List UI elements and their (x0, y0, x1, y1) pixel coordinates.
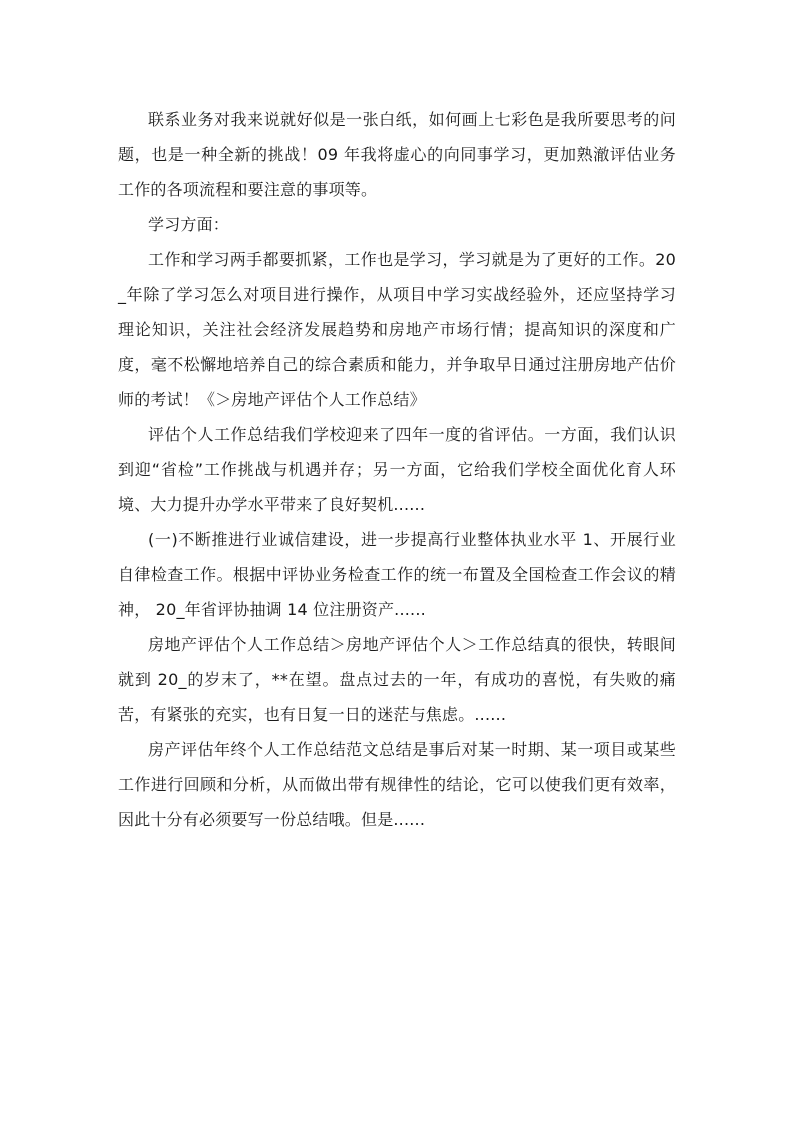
document-body (118, 102, 676, 837)
paragraph-summary-template: 房产评估年终个人工作总结范文总结是事后对某一时期、某一项目或某些工作进行回顾和分析，从而做出带有规律性的结论，它可以使我们更有效率，因此十分有必须要写一份总结哦。但是...... (118, 740, 676, 829)
paragraph-business-intro: 联系业务对我来说就好似是一张白纸，如何画上七彩色是我所要思考的问题，也是一种全新的挑战！09 年我将虚心的向同事学习，更加熟澈评估业务工作的各项流程和要注意的事项等。 (118, 110, 676, 199)
paragraph-school-evaluation: 评估个人工作总结我们学校迎来了四年一度的省评估。一方面，我们认识到迎“省检”工作挑战与机遇并存；另一方面，它给我们学校全面优化育人环境、大力提升办学水平带来了良好契机...... (118, 425, 676, 514)
paragraph-industry-integrity: (一)不断推进行业诚信建设，进一步提高行业整体执业水平 1、开展行业自律检查工作。根据中评协业务检查工作的统一布置及全国检查工作会议的精神， 20_年省评协抽调 14 位注册资产...... (118, 530, 676, 619)
paragraph-work-and-study: 工作和学习两手都要抓紧，工作也是学习，学习就是为了更好的工作。20_年除了学习怎么对项目进行操作，从项目中学习实战经验外，还应坚持学习理论知识，关注社会经济发展趋势和房地产市场行情；提高知识的深度和广度，毫不松懈地培养自己的综合素质和能力，并争取早日通过注册房地产估价师的考试！《＞房地产评估个人工作总结》 (118, 250, 676, 409)
paragraph-year-end-review: 房地产评估个人工作总结＞房地产评估个人＞工作总结真的很快，转眼间就到 20_的岁末了，**在望。盘点过去的一年，有成功的喜悦，有失败的痛苦，有紧张的充实，也有日复一日的迷茫与焦虑。...... (118, 635, 676, 724)
paragraph-study-heading: 学习方面： (148, 215, 230, 234)
